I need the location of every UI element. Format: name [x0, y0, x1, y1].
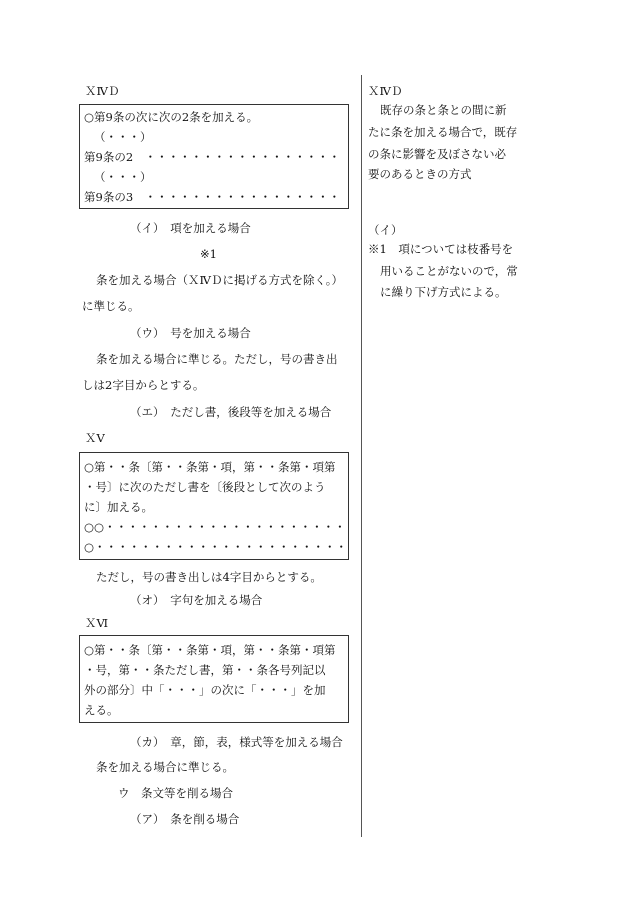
subheading-a: （ア） 条を削る場合 [130, 812, 240, 826]
margin-note: ※1 項については枝番号を [368, 242, 514, 256]
box-line: （・・・） [94, 170, 152, 184]
box-line: ○第・・条〔第・・条第・項，第・・条第・項第 [84, 643, 336, 657]
box-line: ○第9条の次に次の2条を加える。 [84, 110, 259, 124]
margin-note: たに条を加える場合で，既存 [368, 125, 518, 139]
box-line: 第9条の3 ・・・・・・・・・・・・・・・・・ [84, 190, 341, 204]
margin-note: の条に影響を及ぼさない必 [368, 147, 506, 161]
box-line: 外の部分〕中「・・・」の次に「・・・」を加 [84, 683, 326, 697]
box-line: える。 [84, 703, 119, 717]
paragraph: 条を加える場合に準じる。ただし，号の書き出 [96, 352, 338, 366]
box-line: に〕加える。 [84, 500, 153, 514]
subheading-u2: ウ 条文等を削る場合 [118, 786, 233, 800]
note-mark: ※1 [200, 247, 217, 261]
box-line: 第9条の2 ・・・・・・・・・・・・・・・・・ [84, 150, 341, 164]
margin-note: 要のあるときの方式 [368, 167, 472, 181]
subheading-e: （エ） ただし書，後段等を加える場合 [130, 405, 332, 419]
box-line: ○第・・条〔第・・条第・項，第・・条第・項第 [84, 460, 336, 474]
example-box-proviso [79, 452, 349, 560]
paragraph: 条を加える場合（ＸⅣＤに掲げる方式を除く。） [96, 273, 344, 287]
box-line: ○・・・・・・・・・・・・・・・・・・・・・・ [84, 540, 348, 554]
box-line: ・号，第・・条ただし書，第・・条各号列記以 [84, 663, 326, 677]
subheading-o: （オ） 字句を加える場合 [130, 593, 263, 607]
example-box-add-words [79, 635, 349, 723]
paragraph: に準じる。 [82, 299, 140, 313]
subheading-i: （イ） 項を加える場合 [130, 221, 251, 235]
heading-xvi: ＸⅥ [85, 616, 109, 630]
box-line: ・号〕に次のただし書を〔後段として次のよう [84, 480, 326, 494]
subheading-u: （ウ） 号を加える場合 [130, 326, 251, 340]
subheading-ka: （カ） 章，節，表，様式等を加える場合 [130, 735, 343, 749]
paragraph: 条を加える場合に準じる。 [96, 760, 234, 774]
column-divider [361, 75, 362, 837]
paragraph: ただし，号の書き出しは4字目からとする。 [96, 570, 322, 584]
margin-note: 用いることがないので，常 [380, 264, 518, 278]
margin-note: に繰り下げ方式による。 [380, 285, 507, 299]
margin-note: 既存の条と条との間に新 [380, 103, 507, 117]
example-box-add-articles [79, 104, 349, 209]
box-line: ○○・・・・・・・・・・・・・・・・・・・・・ [84, 520, 346, 534]
heading-xv: ＸⅤ [85, 431, 105, 445]
margin-subheading-i: （イ） [368, 223, 403, 237]
heading-xivd: ＸⅣＤ [85, 84, 120, 98]
paragraph: しは2字目からとする。 [82, 378, 205, 392]
margin-heading-xivd: ＸⅣＤ [368, 84, 403, 98]
box-line: （・・・） [94, 130, 152, 144]
